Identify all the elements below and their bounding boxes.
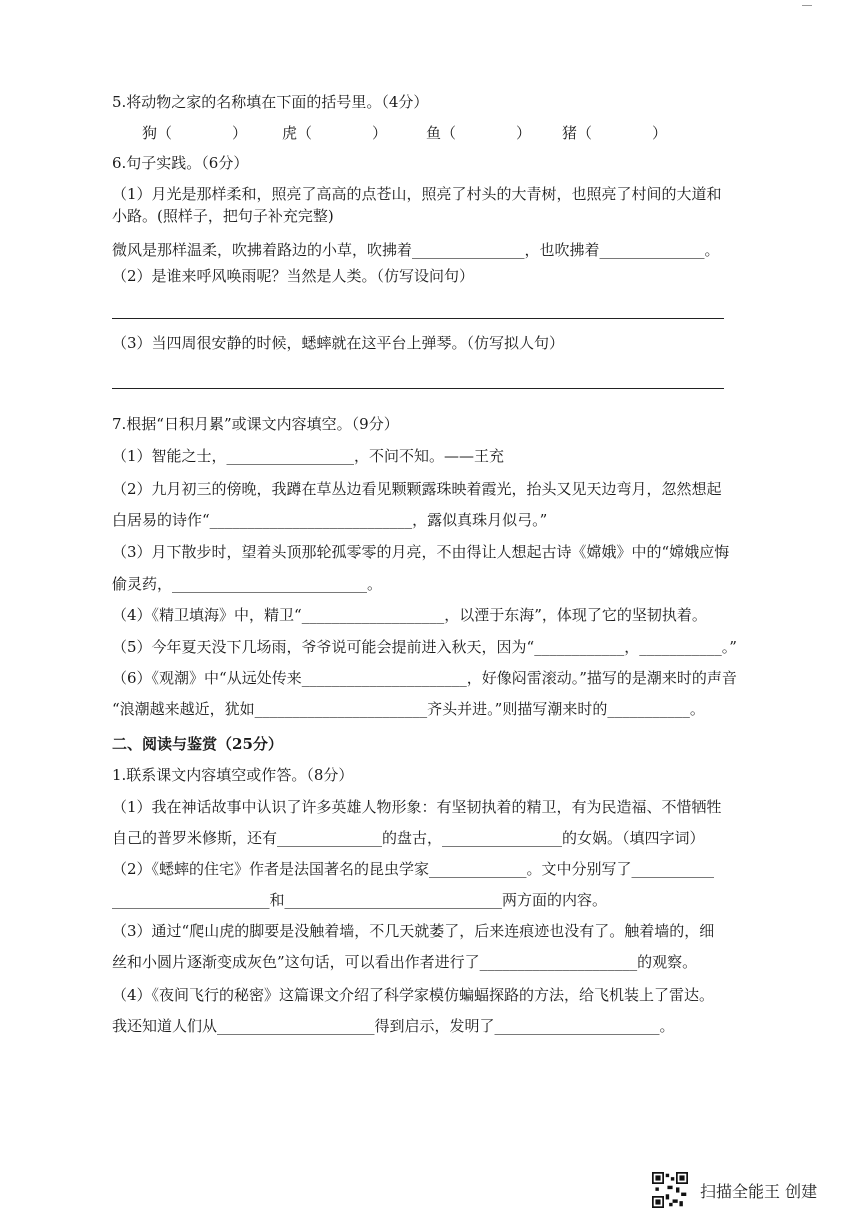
q7-l6b: “浪潮越来越近，犹如_______________________齐头并进。”则描写潮来时的___________。 bbox=[112, 700, 705, 718]
answer-line-p2 bbox=[112, 318, 724, 319]
animal-fish: 鱼（ ） bbox=[426, 124, 532, 142]
qr-code-icon bbox=[652, 1172, 688, 1208]
sec2-a1a: （1）我在神话故事中认识了许多英雄人物形象：有坚韧执着的精卫，有为民造福、不惜牺牲 bbox=[112, 798, 722, 816]
q7-l6a: （6）《观潮》中“从远处传来______________________，好像闷雷滚动。”描写的是潮来时的声音 bbox=[112, 669, 737, 687]
q7-l3b: 偷灵药，__________________________。 bbox=[112, 575, 383, 593]
sec2-a2a: （2）《蟋蟀的住宅》作者是法国著名的昆虫学家_____________。文中分别写了___________ bbox=[112, 860, 715, 878]
q6-p1-line1: （1）月光是那样柔和，照亮了高高的点苍山，照亮了村头的大青树，也照亮了村间的大道和 bbox=[112, 185, 722, 203]
q7-l3a: （3）月下散步时，望着头顶那轮孤零零的月亮，不由得让人想起古诗《嫦娥》中的“嫦娥应悔 bbox=[112, 543, 730, 561]
animal-pig: 猪（ ） bbox=[562, 124, 668, 142]
q6-p3: （3）当四周很安静的时候，蟋蟀就在这平台上弹琴。（仿写拟人句） bbox=[112, 334, 565, 352]
sec2-q1-title: 1.联系课文内容填空或作答。（8分） bbox=[112, 766, 354, 784]
q7-l2b: 白居易的诗作“___________________________，露似真珠月似弓。” bbox=[112, 511, 548, 529]
q7-title: 7.根据“日积月累”或课文内容填空。（9分） bbox=[112, 415, 399, 433]
sec2-a3a: （3）通过“爬山虎的脚要是没触着墙，不几天就萎了，后来连痕迹也没有了。触着墙的，细 bbox=[112, 922, 715, 940]
q7-l1: （1）智能之士，_________________，不问不知。——王充 bbox=[112, 447, 505, 465]
q6-p1-line2: 小路。(照样子，把句子补充完整) bbox=[112, 207, 334, 225]
sec2-a4b: 我还知道人们从_____________________得到启示，发明了______________________。 bbox=[112, 1017, 675, 1035]
watermark-text: 扫描全能王 创建 bbox=[700, 1181, 818, 1201]
sec2-a4a: （4）《夜间飞行的秘密》这篇课文介绍了科学家模仿蝙蝠探路的方法，给飞机装上了雷达。 bbox=[112, 986, 715, 1004]
animal-tiger: 虎（ ） bbox=[282, 124, 388, 142]
answer-line-p3 bbox=[112, 388, 724, 389]
scanner-watermark bbox=[652, 1170, 817, 1210]
q5-title: 5.将动物之家的名称填在下面的括号里。（4分） bbox=[112, 93, 429, 111]
q6-title: 6.句子实践。（6分） bbox=[112, 154, 249, 172]
q7-l5: （5）今年夏天没下几场雨，爷爷说可能会提前进入秋天，因为“____________，___________。” bbox=[112, 638, 737, 656]
sec2-a1b: 自己的普罗米修斯，还有______________的盘古，________________的女娲。（填四字词） bbox=[112, 829, 705, 847]
q7-l4: （4）《精卫填海》中，精卫“___________________，以湮于东海”，体现了它的坚韧执着。 bbox=[112, 606, 707, 624]
section2-title: 二、阅读与鉴赏（25分） bbox=[112, 735, 283, 753]
corner-mark bbox=[802, 5, 812, 6]
q7-l2a: （2）九月初三的傍晚，我蹲在草丛边看见颗颗露珠映着霞光，抬头又见天边弯月，忽然想起 bbox=[112, 480, 722, 498]
q6-p1-fill: 微风是那样温柔，吹拂着路边的小草，吹拂着_______________，也吹拂着______________。 bbox=[112, 241, 720, 259]
sec2-a3b: 丝和小圆片逐渐变成灰色”这句话，可以看出作者进行了_____________________的观察。 bbox=[112, 953, 698, 971]
sec2-a2b: _____________________和_____________________________两方面的内容。 bbox=[112, 891, 608, 909]
q6-p2: （2）是谁来呼风唤雨呢？当然是人类。（仿写设问句） bbox=[112, 267, 475, 285]
animal-dog: 狗（ ） bbox=[142, 124, 248, 142]
